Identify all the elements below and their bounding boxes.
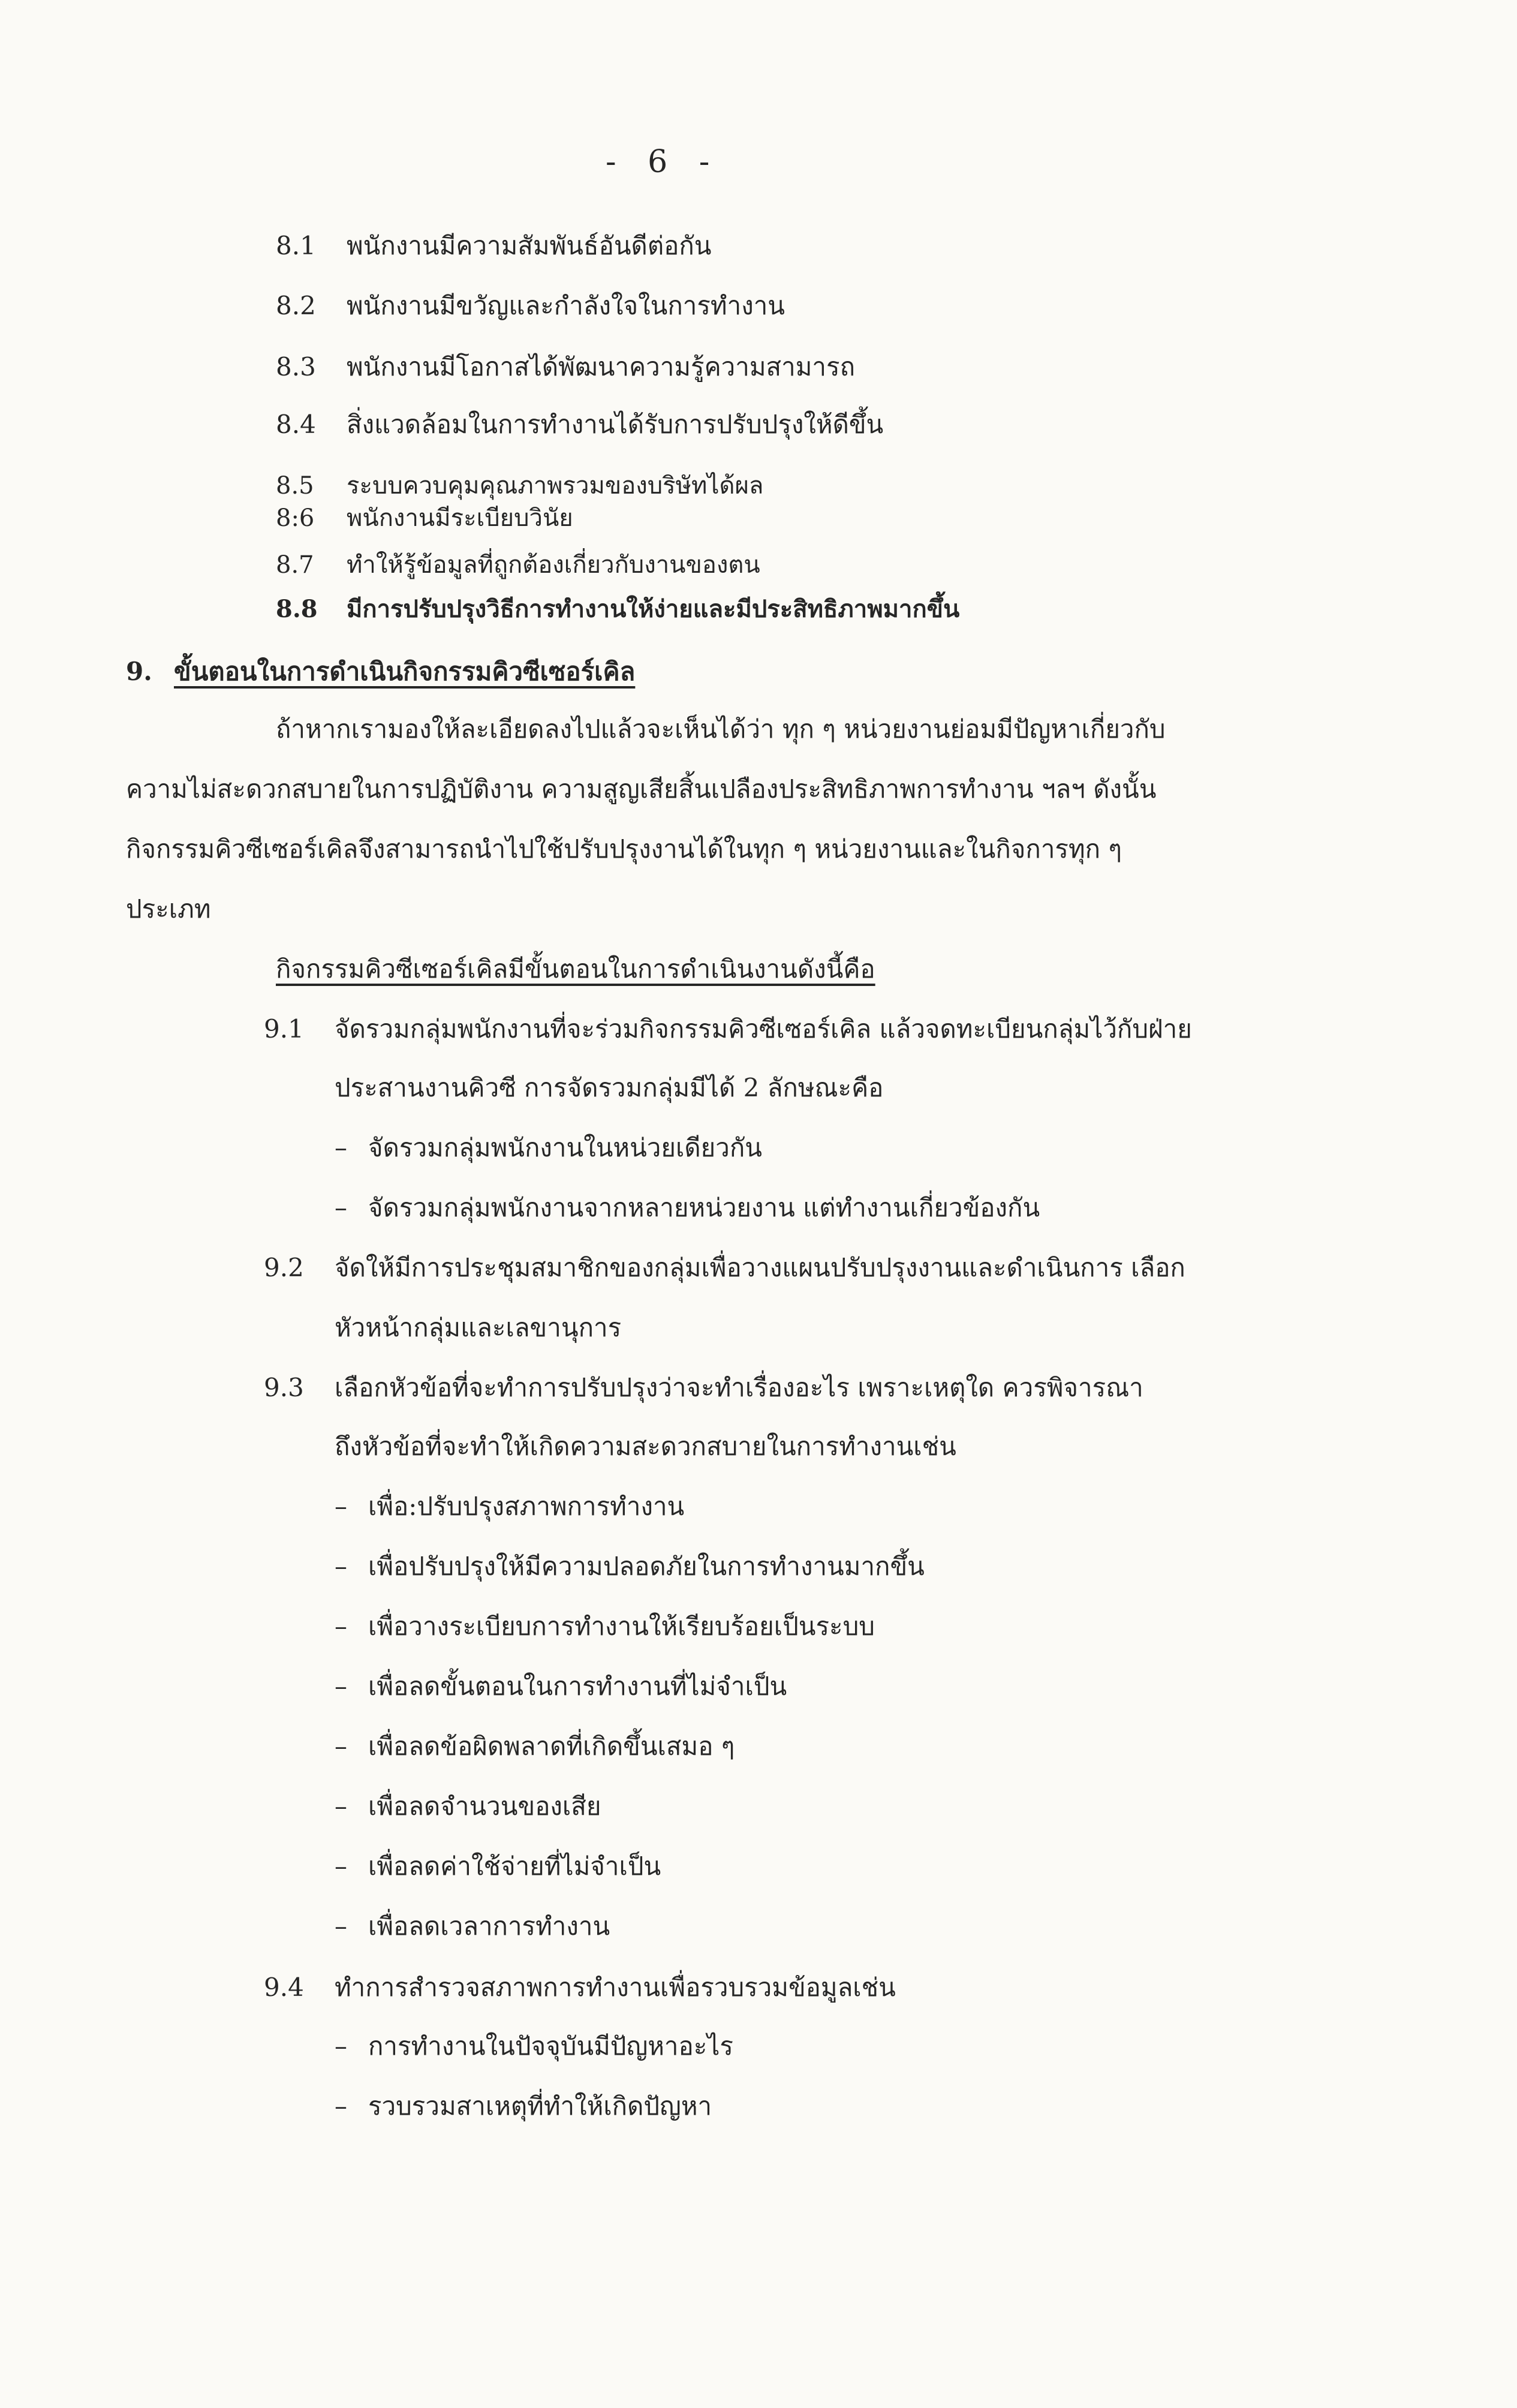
item-number: 8.5 [276,472,314,500]
bullet-text: เพื่อลดข้อผิดพลาดที่เกิดขึ้นเสมอ ๆ [368,1731,735,1761]
item-text: พนักงานมีความสัมพันธ์อันดีต่อกัน [347,231,712,260]
paragraph-line: ถ้าหากเรามองให้ละเอียดลงไปแล้วจะเห็นได้ว่า ทุก ๆ หน่วยงานย่อมมีปัญหาเกี่ยวกับ [276,714,1166,744]
subsection-number: 9.3 [264,1373,304,1402]
bullet-item [335,1490,684,1523]
bullet-text: เพื่อลดจำนวนของเสีย [368,1791,601,1821]
dash-marker: – [335,2031,347,2061]
item-number: 8.1 [276,231,316,260]
subsection-line [264,1012,1192,1046]
bullet-item [335,1910,610,1943]
bullet-text: เพื่อปรับปรุงให้มีความปลอดภัยในการทำงานมากขึ้น [368,1552,925,1581]
page-number: - 6 - [606,144,721,180]
item-number: 8.2 [276,291,316,320]
bullet-item [335,1550,925,1583]
list-item [276,229,711,263]
list-item [276,350,855,384]
bullet-text: เพื่อลดขั้นตอนในการทำงานที่ไม่จำเป็น [368,1672,787,1701]
subsection-text: ทำการสำรวจสภาพการทำงานเพื่อรวบรวมข้อมูลเช่น [335,1973,896,2002]
dash-marker: – [335,1552,347,1581]
dash-marker: – [335,1492,347,1521]
bullet-item [335,1191,1040,1225]
item-text: พนักงานมีระเบียบวินัย [347,504,573,532]
paragraph-line: กิจกรรมคิวซีเซอร์เคิลจึงสามารถนำไปใช้ปรับปรุงงานได้ในทุก ๆ หน่วยงานและในกิจการทุก ๆ [126,834,1122,864]
list-item [276,471,763,500]
item-number: 8:6 [276,504,315,532]
bullet-item [335,1850,661,1883]
dash-marker: – [335,1911,347,1941]
bullet-item [335,2090,712,2123]
subsection-number: 9.2 [264,1253,304,1282]
bullet-item [335,1131,762,1165]
dash-marker: – [335,1851,347,1881]
list-item [276,595,959,624]
item-number: 8.3 [276,352,316,381]
dash-marker: – [335,1672,347,1701]
dash-marker: – [335,2091,347,2121]
section-number: 9. [126,657,152,686]
bullet-item [335,2030,733,2063]
bullet-text: รวบรวมสาเหตุที่ทำให้เกิดปัญหา [368,2091,712,2121]
item-number: 8.8 [276,595,318,623]
subsection-line: ถึงหัวข้อที่จะทำให้เกิดความสะดวกสบายในการทำงานเช่น [335,1432,956,1461]
bullet-text: เพื่อลดเวลาการทำงาน [368,1911,610,1941]
item-text: พนักงานมีขวัญและกำลังใจในการทำงาน [347,291,785,320]
bullet-text: การทำงานในปัจจุบันมีปัญหาอะไร [368,2031,733,2061]
item-number: 8.4 [276,410,316,439]
bullet-item [335,1610,875,1643]
section-title: ขั้นตอนในการดำเนินกิจกรรมคิวซีเซอร์เคิล [174,657,636,686]
subsection-line: ประสานงานคิวซี การจัดรวมกลุ่มมีได้ 2 ลักษณะคือ [335,1073,884,1102]
bullet-text: จัดรวมกลุ่มพนักงานในหน่วยเดียวกัน [368,1133,762,1162]
item-text: มีการปรับปรุงวิธีการทำงานให้ง่ายและมีประสิทธิภาพมากขึ้น [347,595,960,623]
intro-text: กิจกรรมคิวซีเซอร์เคิลมีขั้นตอนในการดำเนินงานดังนี้คือ [276,954,875,984]
subsection-line: หัวหน้ากลุ่มและเลขานุการ [335,1313,622,1342]
bullet-text: เพื่อวางระเบียบการทำงานให้เรียบร้อยเป็นระบบ [368,1612,875,1641]
bullet-item [335,1790,601,1823]
dash-marker: – [335,1731,347,1761]
subsection-text: จัดรวมกลุ่มพนักงานที่จะร่วมกิจกรรมคิวซีเซอร์เคิล แล้วจดทะเบียนกลุ่มไว้กับฝ่าย [335,1014,1192,1044]
bullet-item [335,1670,787,1703]
subsection-line [264,1251,1185,1285]
list-item [276,504,573,533]
bullet-item [335,1730,735,1763]
dash-marker: – [335,1791,347,1821]
dash-marker: – [335,1193,347,1222]
bullet-text: เพื่อลดค่าใช้จ่ายที่ไม่จำเป็น [368,1851,661,1881]
item-text: ทำให้รู้ข้อมูลที่ถูกต้องเกี่ยวกับงานของตน [347,551,760,579]
bullet-text: เพื่อ:ปรับปรุงสภาพการทำงาน [368,1492,685,1521]
subsection-line [264,1971,896,2004]
paragraph-line: ประเภท [126,894,211,924]
list-item [276,408,883,441]
bullet-text: จัดรวมกลุ่มพนักงานจากหลายหน่วยงาน แต่ทำงานเกี่ยวข้องกัน [368,1193,1040,1222]
item-number: 8.7 [276,551,314,579]
subsection-number: 9.4 [264,1973,304,2002]
section-heading [126,655,635,689]
subsection-line [264,1371,1143,1405]
subsection-text: จัดให้มีการประชุมสมาชิกของกลุ่มเพื่อวางแผนปรับปรุงงานและดำเนินการ เลือก [335,1253,1185,1282]
subsection-number: 9.1 [264,1014,304,1044]
dash-marker: – [335,1612,347,1641]
paragraph-line: ความไม่สะดวกสบายในการปฏิบัติงาน ความสูญเสียสิ้นเปลืองประสิทธิภาพการทำงาน ฯลฯ ดังนั้น [126,774,1157,804]
dash-marker: – [335,1133,347,1162]
intro-line [276,952,875,986]
list-item [276,289,785,323]
subsection-text: เลือกหัวข้อที่จะทำการปรับปรุงว่าจะทำเรื่องอะไร เพราะเหตุใด ควรพิจารณา [335,1373,1143,1402]
item-text: พนักงานมีโอกาสได้พัฒนาความรู้ความสามารถ [347,352,855,381]
list-item [276,551,760,579]
item-text: ระบบควบคุมคุณภาพรวมของบริษัทได้ผล [347,472,764,500]
item-text: สิ่งแวดล้อมในการทำงานได้รับการปรับปรุงให้ดีขึ้น [347,410,884,439]
